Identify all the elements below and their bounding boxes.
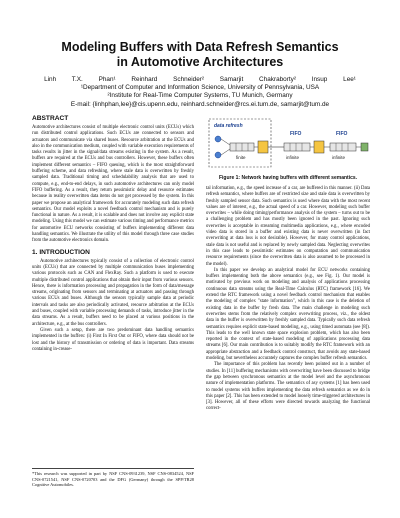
- ecu-2-icon: [314, 141, 324, 153]
- title-line-1: Modeling Buffers with Data Refresh Semantics: [61, 40, 339, 54]
- affiliation-penn: ¹Department of Computer and Information Science, University of Pennsylvania, USA: [80, 84, 320, 92]
- figure-1: [206, 115, 370, 173]
- affiliation-tum: ²Institute for Real-Time Computer Systems, TU Munich, Germany: [107, 92, 293, 100]
- paper-title: [20, 40, 380, 70]
- sensor-2-icon: [215, 152, 221, 158]
- footnote-text: *This research was supported in part by NSF CNS-0931239, NSF CNS-0834524, NSF CNS-0721541, NSF CNS-0720703 and the DFG (Germany) through the SPP/TR28 Cognitive Automobiles.: [32, 471, 194, 488]
- abstract-heading: ABSTRACT: [32, 115, 69, 122]
- fifo-buffer-1: [284, 143, 310, 151]
- author-names: Linh T.X. Phan¹ Reinhard Schneider² Samarjit Chakraborty² Insup Lee¹: [44, 76, 356, 83]
- right-column: [206, 115, 370, 413]
- fifo-label-2: FIFO: [336, 131, 348, 137]
- title-line-2: in Automotive Architectures: [116, 55, 284, 69]
- right-paragraph-1: tal information, e.g., the speed increase of a car, are buffered in this manner. (ii) Data refresh semantics, where buffers are of restricted size and stale data is overwritten by freshly sampled sensor data. Such semantics is used where data with the most recent values are of interest, e.g., the actual speed of a car. However, modeling such buffer overwrites – while doing timing/performance analysis of the system – turns out to be a challenging problem and has mostly been ignored in the past. Ignoring such overwrites is acceptable in streaming multimedia applications, e.g., where encoded video data is stored in a buffer and existing data is never overwritten (in fact overwriting at data loss is not desirable). However, for many control applications, stale data is not useful and is replaced by newly sampled data. Neglecting overwrites in this case leads to pessimistic estimates on computation and communication resource requirements (since the overwritten data is also assumed to be processed in the model).: [206, 186, 370, 267]
- infinite-label-1: infinite: [286, 155, 300, 160]
- ecu-1-icon: [258, 141, 268, 153]
- sensor-1-link: [221, 139, 230, 145]
- right-paragraph-3: The importance of this problem has recently been pointed out in a number of studies. In [11] buffering mechanisms with overwriting have been discussed to bridge the gap between synchronous semantics at the model level and the asynchronous nature of implementation platforms. The semantics of asy systems [1] has been used to model systems with buffers implementing the data refresh semantics as we do in this paper [2]. This has been extended to model loosely time-triggered architectures in [3]. However, all of these efforts were directed towards analyzing the functional correct-: [206, 362, 370, 412]
- intro-paragraph-1: Automotive architectures typically consist of a collection of electronic control units (ECUs) that are connected by multiple communication buses implementing various protocols such as CAN and FlexRay. Such a platform is used to execute multiple distributed control applications that obtain their input from various sensors. Hence, there is information processing and propagation in the form of data/message streams, originating from sensors and terminating at actuators and passing through various ECUs and buses. Although the sensors typically sample data at periodic intervals and tasks are also periodically activated, resource arbitration at the ECUs and buses, coupled with variable processing demands of tasks, introduce jitter in the data streams. As a result, buffers need to be placed at various positions in the architecture, e.g., at the bus controllers.: [32, 258, 194, 327]
- fifo-label-1: FIFO: [290, 131, 302, 137]
- abstract-text: Automotive architectures consist of multiple electronic control units (ECUs) which run distributed control applications. Such ECUs are connected to sensors and actuators and communicate via shared buses. Resource arbitration at the ECUs and also in the communication medium, coupled with variable execution requirements of tasks results in jitter in the signal/data streams existing in the system. As a result, buffers are required at the ECUs and bus controllers. However, these buffers often implement different semantics – FIFO queuing, which is the most straightforward buffering scheme, and data refreshing, where stale data is overwritten by freshly sampled data. Traditional timing and schedulability analysis that are used to compute, e.g., end-to-end delays, in such automotive architectures can only model FIFO buffering. As a result, they return pessimistic delay and resource estimates because in reality overwritten data items do not get processed by the system. In this paper we propose an analytical framework for accurately modeling such data refresh semantics. Our model exploits a novel feedback control mechanism and is purely functional in nature. As a result, it is scalable and does not involve any explicit state modeling. Using this model we can estimate various timing and performance metrics for automotive ECU networks consisting of buffers implementing different data handling semantics. We illustrate the utility of this model through three case studies from the automotive electronics domain.: [32, 125, 194, 244]
- infinite-label-2: infinite: [332, 155, 346, 160]
- author-emails: E-mail: {linhphan,lee}@cis.upenn.edu, reinhard.schneider@rcs.ei.tum.de, samarjit@tum.de: [70, 100, 330, 108]
- fifo-buffer-2: [330, 143, 356, 151]
- data-refresh-label: data refresh: [214, 123, 243, 129]
- left-column: [32, 115, 194, 353]
- footnote: [32, 468, 194, 488]
- network-diagram: [206, 115, 370, 173]
- right-paragraph-2: In this paper we develop an analytical model for ECU networks containing buffers implementing both the above semantics (e.g., see Fig. 1). Our model is motivated by previous work on modeling and analysis of applications processing continuous data streams using the Real-Time Calculus (RTC) framework [16]. We extend the RTC framework using a novel feedback control mechanism that enables the modeling of complex "state information", which in this case is the deletion of existing data in the buffer by fresh data. The main challenge in modeling such overwrites stems from the relatively complex overwriting process, viz., the oldest data in the buffer is overwritten by freshly sampled data. Typically such data refresh semantics requires explicit state-based modeling, e.g., using timed automata (see [8]). This leads to the well known state space explosion problem, which has also been reported in the context of state-based modeling of applications processing data streams [6]. Our main contribution is to suitably modify the RTC framework with an appropriate abstraction and a feedback control construct, that avoids any state-based modeling, but nevertheless accurately captures the complex buffer refresh semantics.: [206, 267, 370, 362]
- sensor-2-link: [221, 149, 230, 155]
- author-block: [10, 76, 390, 109]
- finite-label: finite: [236, 155, 246, 160]
- sensor-1-icon: [215, 136, 221, 142]
- introduction-heading: 1. INTRODUCTION: [32, 248, 90, 256]
- intro-paragraph-2: Given such a setup, there are two predominant data handling semantics implemented in the buffers: (i) First In First Out or FIFO, where data should not be lost and the history of transmission or ordering of data is important. Data streams containing in-crease-: [32, 327, 194, 352]
- figure-1-caption: Figure 1: Network having buffers with different semantics.: [218, 175, 358, 181]
- actuator-icon: [361, 143, 368, 151]
